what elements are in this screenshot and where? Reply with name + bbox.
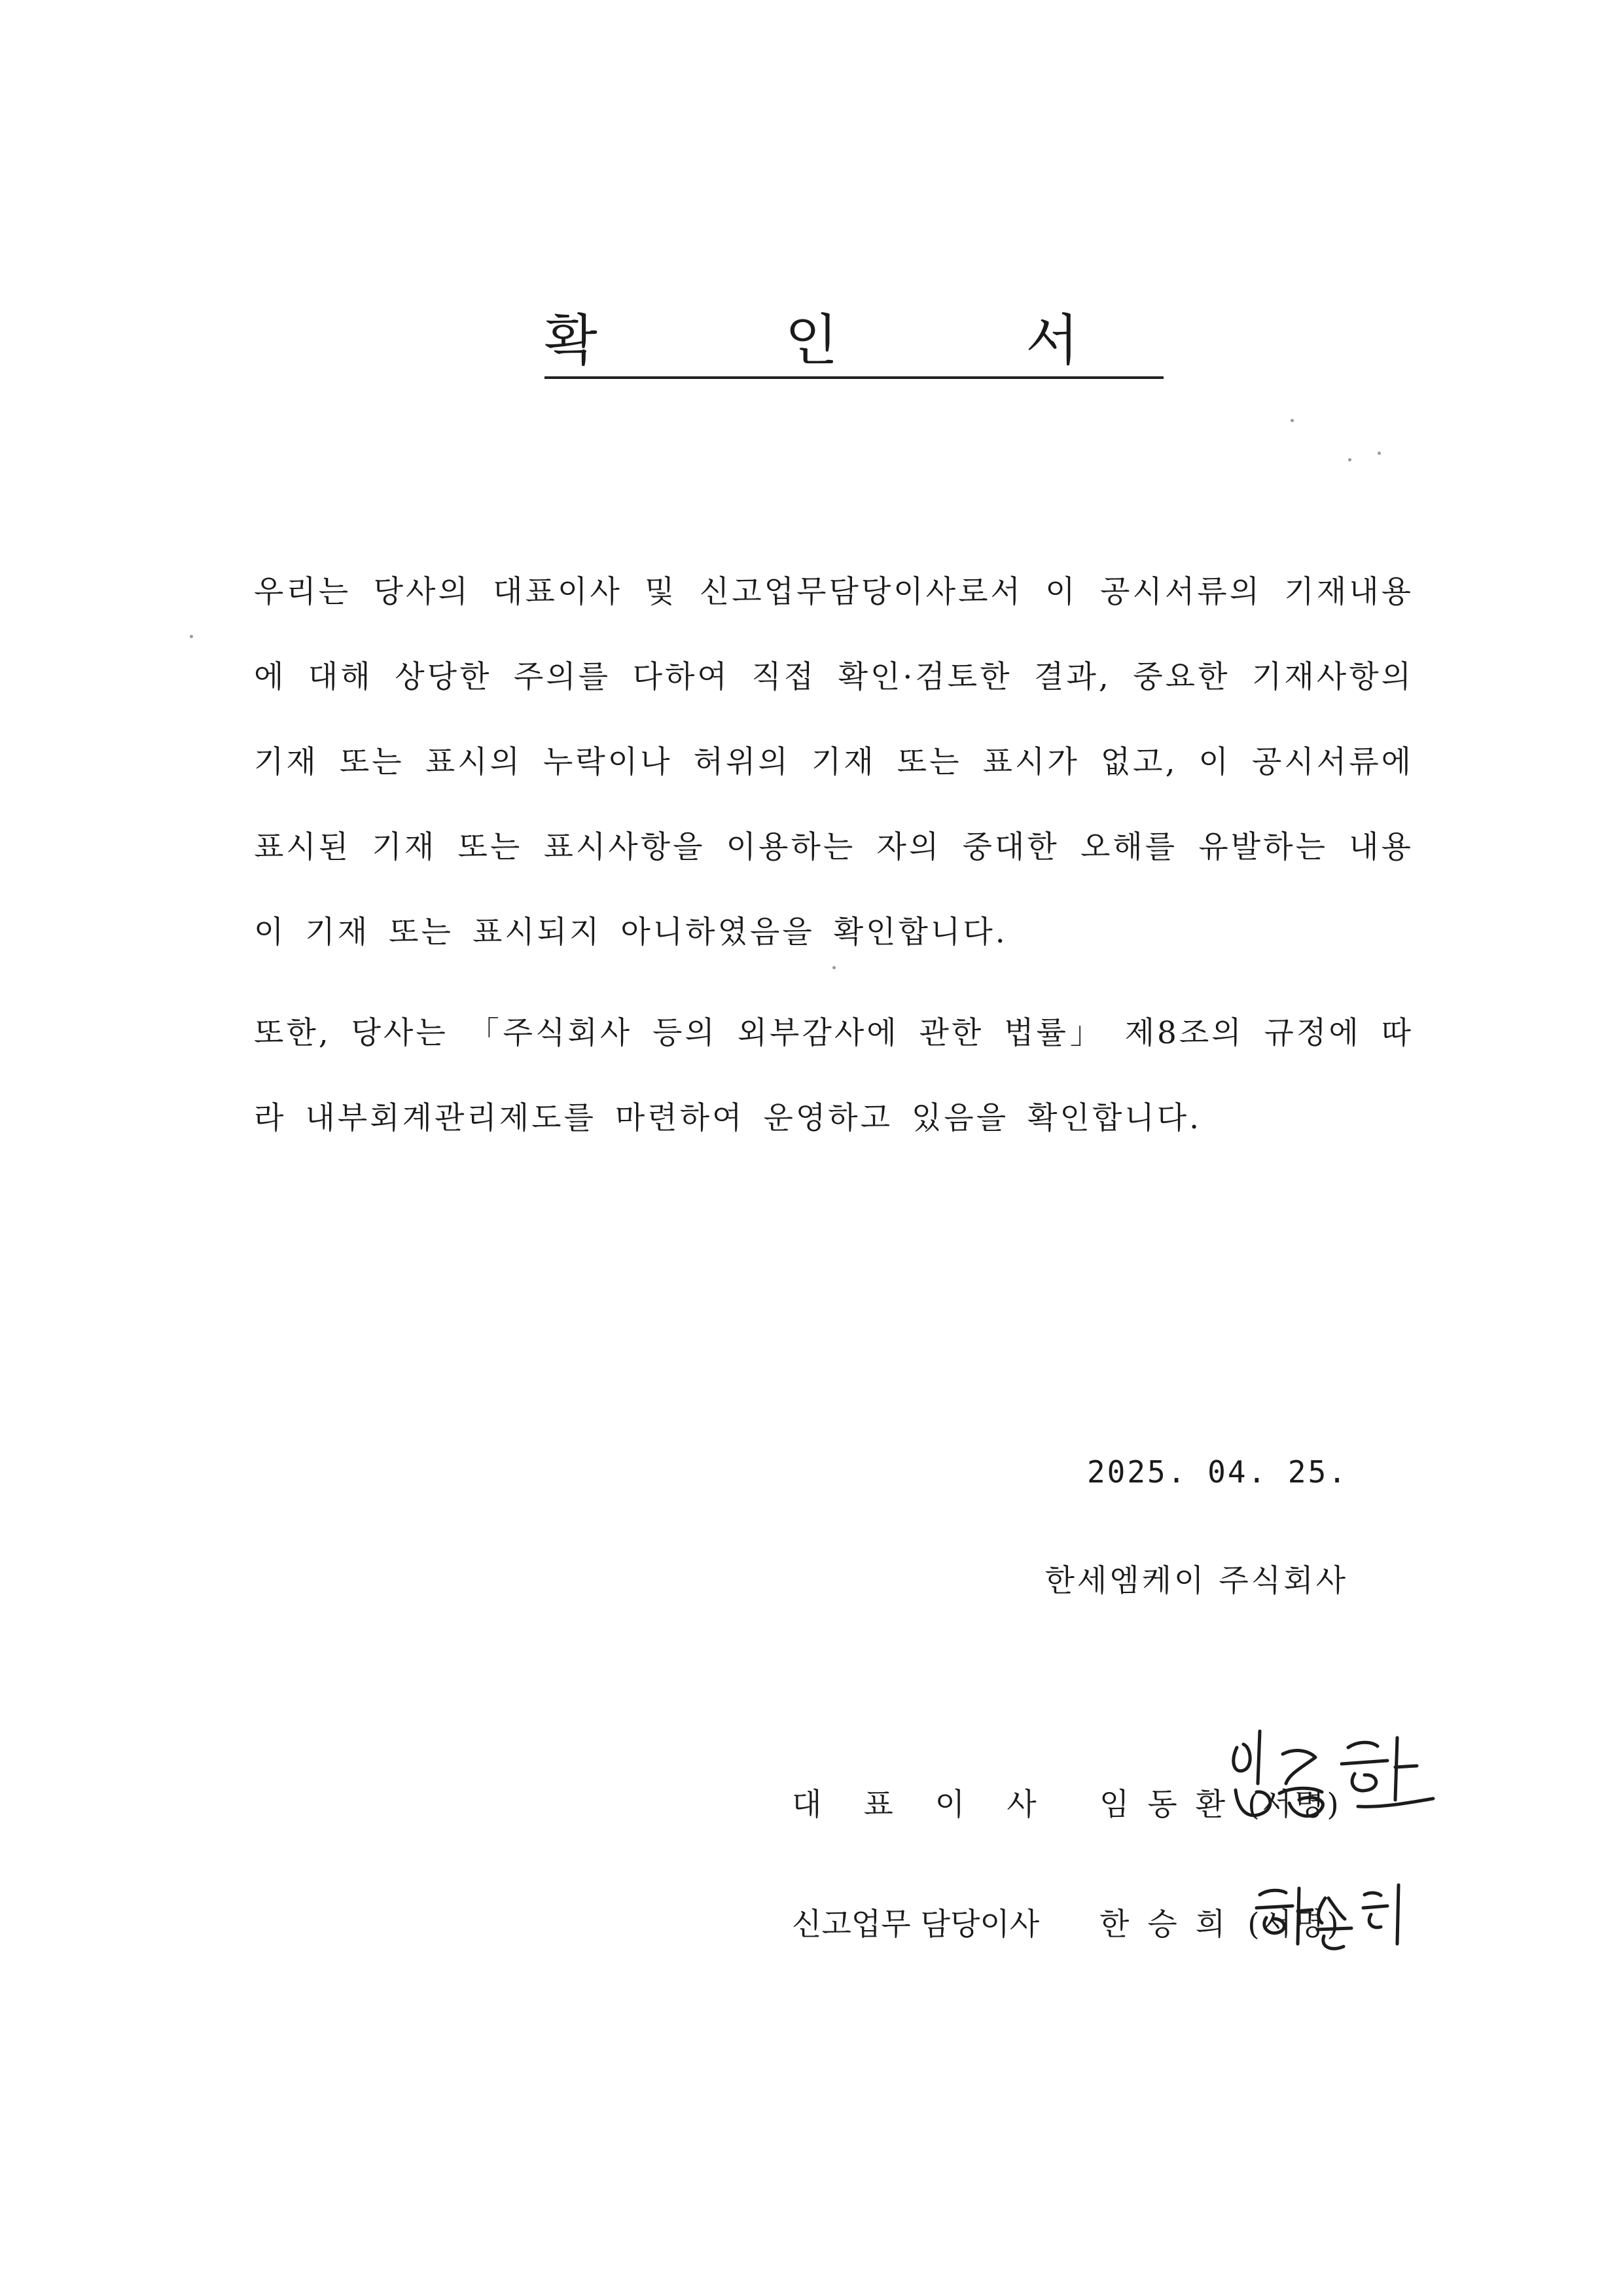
signatory-ceo-role: 대표이사 [792,1787,1079,1823]
scan-speck [190,635,193,638]
scan-speck [1348,458,1351,461]
signatory-ceo [792,1780,1342,1824]
signatory-cfo-role: 신고업무 담당이사 [792,1907,1040,1943]
document-body [254,550,1414,1161]
signatory-ceo-name: 임동환 [1099,1787,1244,1823]
signatory-ceo-seal: (서명) [1247,1787,1342,1823]
signatory-cfo-seal: (서명) [1247,1907,1342,1943]
document-title-text: 확 인 서 [544,308,1164,379]
scan-speck [832,966,836,969]
scan-speck [1378,452,1381,455]
signatory-cfo-name: 한승희 [1099,1907,1244,1943]
document-date: 2025. 04. 25. [1086,1454,1348,1490]
signatory-cfo [792,1900,1342,1944]
document-title [0,308,1623,374]
body-paragraph-1: 우리는 당사의 대표이사 및 신고업무담당이사로서 이 공시서류의 기재내용에 대해 상당한 주의를 다하여 직접 확인·검토한 결과, 중요한 기재사항의 기재 또는 표시의 누락이나 허위의 기재 또는 표시가 없고, 이 공시서류에 표시된 기재 또는 표시사항을 이용하는 자의 중대한 오해를 유발하는 내용이 기재 또는 표시되지 아니하였음을 확인합니다. [254,574,1414,950]
body-paragraph-2: 또한, 당사는 「주식회사 등의 외부감사에 관한 법률」 제8조의 규정에 따라 내부회계관리제도를 마련하여 운영하고 있음을 확인합니다. [254,1015,1414,1136]
company-name: 한세엠케이 주식회사 [1044,1563,1348,1599]
scan-speck [1291,419,1294,422]
